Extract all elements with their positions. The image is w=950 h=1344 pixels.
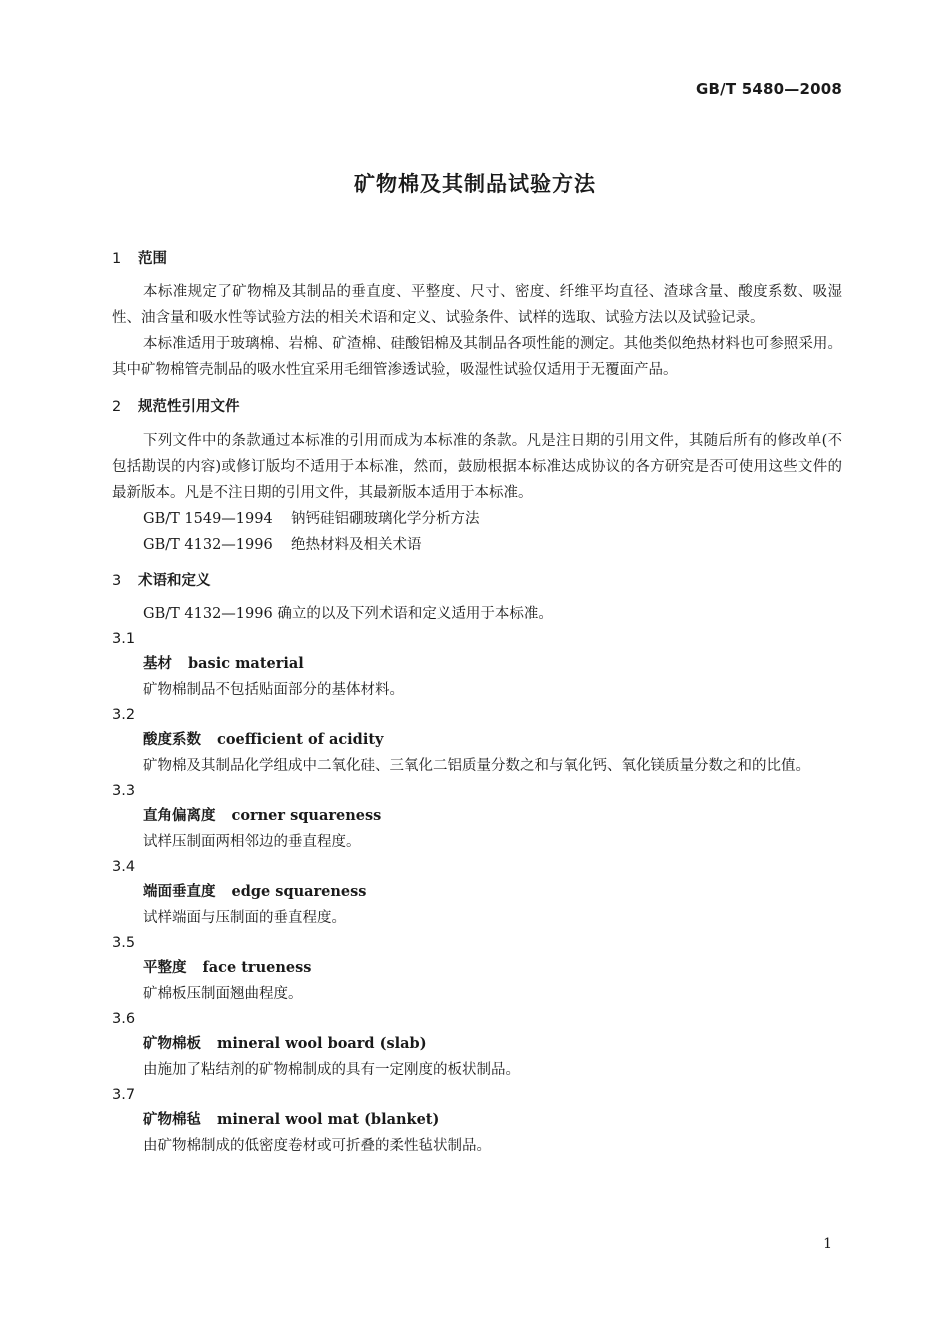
section-heading-terms-definitions (112, 570, 842, 592)
term-number: 3.7 (112, 1087, 136, 1103)
term-chinese: 基材 (143, 656, 172, 672)
term-chinese: 酸度系数 (143, 732, 201, 748)
term-english: face trueness (202, 959, 312, 976)
section-heading-normative-references (112, 396, 842, 418)
reference-name: 绝热材料及相关术语 (291, 537, 422, 553)
term-heading (112, 955, 842, 981)
terms-intro-paragraph: GB/T 4132—1996 确立的以及下列术语和定义适用于本标准。 (143, 606, 553, 622)
section-number: 2 (112, 399, 122, 415)
term-chinese: 端面垂直度 (143, 884, 216, 900)
term-definition: 矿物棉及其制品化学组成中二氧化硅、三氧化二铝质量分数之和与氧化钙、氧化镁质量分数之和的比值。 (143, 758, 810, 774)
term-number: 3.4 (112, 859, 136, 875)
term-chinese: 矿物棉毡 (143, 1112, 201, 1128)
section-heading-scope (112, 248, 842, 270)
scope-paragraph-2: 本标准适用于玻璃棉、岩棉、矿渣棉、硅酸铝棉及其制品各项性能的测定。其他类似绝热材料也可参照采用。其中矿物棉管壳制品的吸水性宜采用毛细管渗透试验，吸湿性试验仅适用于无覆面产品。 (112, 336, 842, 378)
term-heading (112, 879, 842, 905)
term-heading (112, 1107, 842, 1133)
term-definition: 试样压制面两相邻边的垂直程度。 (143, 834, 361, 850)
term-definition: 矿物棉制品不包括贴面部分的基体材料。 (143, 682, 404, 698)
term-english: mineral wool mat (blanket) (217, 1111, 440, 1128)
scope-paragraph-1: 本标准规定了矿物棉及其制品的垂直度、平整度、尺寸、密度、纤维平均直径、渣球含量、酸度系数、吸湿性、油含量和吸水性等试验方法的相关术语和定义、试验条件、试样的选取、试验方法以及试验记录。 (112, 284, 842, 326)
term-number: 3.2 (112, 707, 136, 723)
term-english: corner squareness (231, 807, 382, 824)
term-number: 3.5 (112, 935, 136, 951)
term-english: basic material (188, 655, 304, 672)
references-paragraph: 下列文件中的条款通过本标准的引用而成为本标准的条款。凡是注日期的引用文件，其随后所有的修改单(不包括勘误的内容)或修订版均不适用于本标准，然而，鼓励根据本标准达成协议的各方研究是否可使用这些文件的最新版本。凡是不注日期的引用文件，其最新版本适用于本标准。 (112, 433, 842, 501)
term-definition: 由施加了粘结剂的矿物棉制成的具有一定刚度的板状制品。 (143, 1062, 520, 1078)
reference-item (112, 506, 842, 532)
term-chinese: 平整度 (143, 960, 187, 976)
term-english: edge squareness (231, 883, 367, 900)
document-title: 矿物棉及其制品试验方法 (354, 172, 596, 196)
term-definition: 由矿物棉制成的低密度卷材或可折叠的柔性毡状制品。 (143, 1138, 491, 1154)
term-english: mineral wool board (slab) (217, 1035, 427, 1052)
document-body (112, 248, 842, 1159)
reference-name: 钠钙硅铝硼玻璃化学分析方法 (291, 511, 480, 527)
term-definition: 试样端面与压制面的垂直程度。 (143, 910, 346, 926)
reference-code: GB/T 4132—1996 (143, 537, 273, 553)
term-heading (112, 803, 842, 829)
term-heading (112, 727, 842, 753)
term-heading (112, 1031, 842, 1057)
reference-item (112, 532, 842, 558)
section-title: 范围 (138, 251, 167, 267)
section-number: 1 (112, 251, 122, 267)
section-title: 术语和定义 (138, 573, 211, 589)
section-title: 规范性引用文件 (138, 399, 240, 415)
standard-number: GB/T 5480—2008 (696, 80, 842, 98)
page-number: 1 (823, 1236, 832, 1252)
section-number: 3 (112, 573, 122, 589)
reference-code: GB/T 1549—1994 (143, 511, 273, 527)
term-heading (112, 651, 842, 677)
term-definition: 矿棉板压制面翘曲程度。 (143, 986, 303, 1002)
term-number: 3.1 (112, 631, 136, 647)
term-english: coefficient of acidity (217, 731, 384, 748)
term-number: 3.3 (112, 783, 136, 799)
term-chinese: 直角偏离度 (143, 808, 216, 824)
term-chinese: 矿物棉板 (143, 1036, 201, 1052)
term-number: 3.6 (112, 1011, 136, 1027)
